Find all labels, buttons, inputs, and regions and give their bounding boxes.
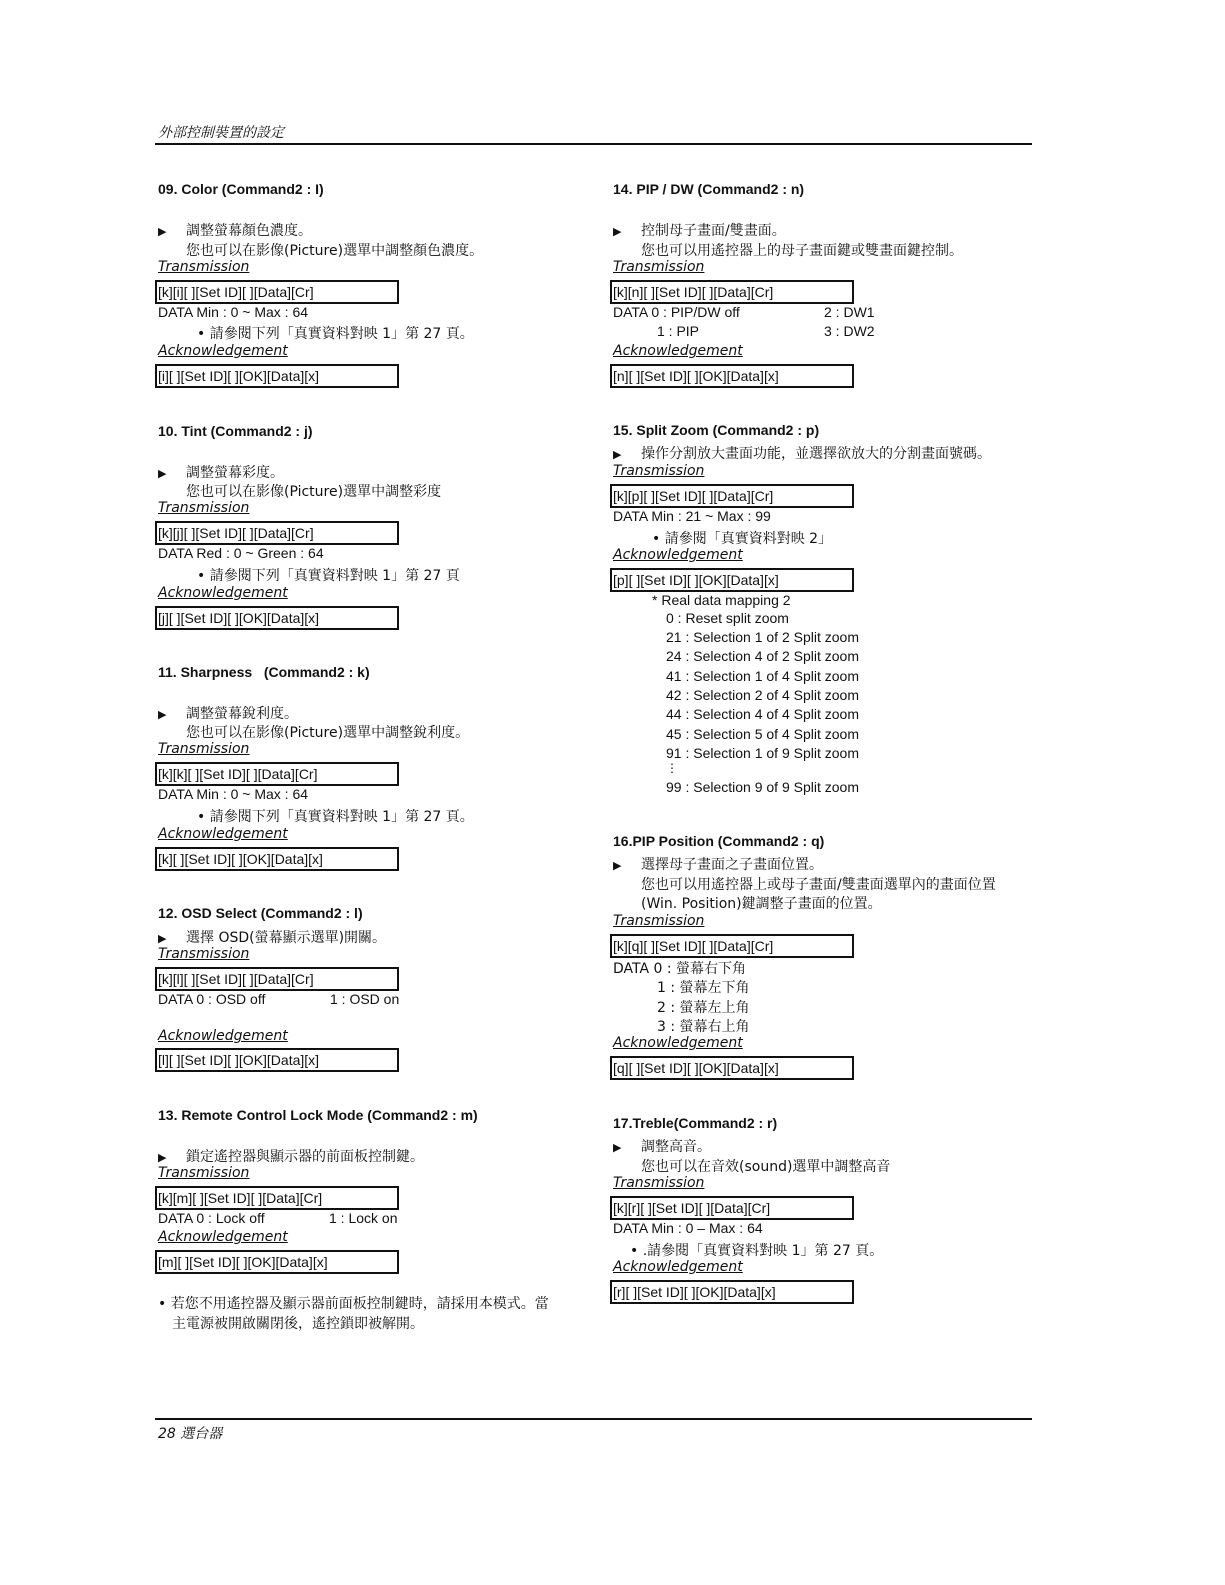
section-pip-position-desc3: (Win. Position)鍵調整子畫面的位置。 (641, 896, 882, 912)
transmission-label: Transmission (158, 741, 250, 757)
transmission-box: [k][j][ ][Set ID][ ][Data][Cr] (155, 521, 399, 545)
section-tint-desc2: 您也可以在影像(Picture)選單中調整彩度 (186, 484, 442, 500)
mapping-note: • 請參閱「真實資料對映 2」 (652, 531, 833, 547)
acknowledgement-box: [r][ ][Set ID][ ][OK][Data][x] (610, 1280, 854, 1304)
data-range: DATA Min : 21 ~ Max : 99 (613, 508, 771, 524)
mapping-item: 0 : Reset split zoom (666, 610, 789, 626)
section-pip-desc2: 您也可以用遙控器上的母子畫面鍵或雙畫面鍵控制。 (641, 243, 963, 259)
arrow-icon: ▶ (158, 467, 167, 480)
section-tint: 10. Tint (Command2 : j) (158, 423, 313, 439)
section-pip-dw: 14. PIP / DW (Command2 : n) (613, 181, 805, 197)
data-value-off: DATA 0 : PIP/DW off (613, 304, 740, 320)
mapping-item: 91 : Selection 1 of 9 Split zoom (666, 745, 859, 761)
arrow-icon: ▶ (613, 448, 622, 461)
mapping-item: 45 : Selection 5 of 4 Split zoom (666, 726, 859, 742)
section-split-zoom-desc1: ▶ 操作分割放大畫面功能，並選擇欲放大的分割畫面號碼。 (613, 446, 991, 462)
section-sharpness-desc2: 您也可以在影像(Picture)選單中調整銳利度。 (186, 725, 470, 741)
data-value-3: 3 : 螢幕右上角 (657, 1019, 750, 1035)
mapping-item: 21 : Selection 1 of 2 Split zoom (666, 629, 859, 645)
arrow-icon: ▶ (613, 1141, 622, 1154)
transmission-box: [k][p][ ][Set ID][ ][Data][Cr] (610, 484, 854, 508)
mapping-item: 42 : Selection 2 of 4 Split zoom (666, 687, 859, 703)
data-range: DATA Red : 0 ~ Green : 64 (158, 545, 324, 561)
mapping-item: 41 : Selection 1 of 4 Split zoom (666, 668, 859, 684)
acknowledgement-box: [q][ ][Set ID][ ][OK][Data][x] (610, 1056, 854, 1080)
transmission-box: [k][l][ ][Set ID][ ][Data][Cr] (155, 967, 399, 991)
transmission-label: Transmission (613, 259, 705, 275)
data-range: DATA Min : 0 ~ Max : 64 (158, 786, 309, 802)
acknowledgement-label: Acknowledgement (158, 585, 288, 601)
transmission-box: [k][m][ ][Set ID][ ][Data][Cr] (155, 1186, 399, 1210)
section-treble: 17.Treble(Command2 : r) (613, 1115, 778, 1131)
transmission-label: Transmission (158, 1165, 250, 1181)
transmission-box: [k][i][ ][Set ID][ ][Data][Cr] (155, 280, 399, 304)
mapping-ellipsis: ⋮ (666, 761, 678, 775)
mapping-note: • 請參閱下列「真實資料對映 1」第 27 頁。 (197, 809, 474, 825)
data-value-2: 2 : 螢幕左上角 (657, 1000, 750, 1016)
section-sharpness-desc1: ▶ 調整螢幕銳利度。 (158, 706, 298, 722)
mapping-note: • .請參閱「真實資料對映 1」第 27 頁。 (630, 1243, 884, 1259)
section-color-desc2: 您也可以在影像(Picture)選單中調整顏色濃度。 (186, 243, 484, 259)
arrow-icon: ▶ (158, 225, 167, 238)
section-sharpness: 11. Sharpness (Command2 : k) (158, 664, 370, 680)
transmission-label: Transmission (158, 500, 250, 516)
acknowledgement-label: Acknowledgement (158, 1028, 288, 1044)
acknowledgement-box: [j][ ][Set ID][ ][OK][Data][x] (155, 606, 399, 630)
transmission-label: Transmission (613, 913, 705, 929)
mapping-note: • 請參閱下列「真實資料對映 1」第 27 頁 (197, 568, 460, 584)
acknowledgement-label: Acknowledgement (158, 343, 288, 359)
data-value-1: 1 : 螢幕左下角 (657, 980, 750, 996)
acknowledgement-box: [n][ ][Set ID][ ][OK][Data][x] (610, 364, 854, 388)
section-pip-position-desc1: ▶ 選擇母子畫面之子畫面位置。 (613, 857, 823, 873)
data-value-off: DATA 0 : OSD off (158, 991, 266, 1007)
footer-rule (155, 1418, 1032, 1420)
arrow-icon: ▶ (158, 1151, 167, 1164)
acknowledgement-label: Acknowledgement (613, 1259, 743, 1275)
transmission-box: [k][r][ ][Set ID][ ][Data][Cr] (610, 1196, 854, 1220)
transmission-label: Transmission (158, 946, 250, 962)
remote-lock-note-1: • 若您不用遙控器及顯示器前面板控制鍵時，請採用本模式。當 (158, 1296, 549, 1312)
data-value-0: DATA 0 : 螢幕右下角 (613, 961, 747, 977)
arrow-icon: ▶ (158, 708, 167, 721)
transmission-box: [k][k][ ][Set ID][ ][Data][Cr] (155, 762, 399, 786)
section-split-zoom: 15. Split Zoom (Command2 : p) (613, 422, 820, 438)
data-range: DATA Min : 0 – Max : 64 (613, 1220, 763, 1236)
remote-lock-note-2: 主電源被開啟關閉後，遙控鎖即被解開。 (172, 1316, 424, 1332)
acknowledgement-box: [p][ ][Set ID][ ][OK][Data][x] (610, 568, 854, 592)
transmission-label: Transmission (613, 1175, 705, 1191)
section-treble-desc2: 您也可以在音效(sound)選單中調整高音 (641, 1159, 891, 1175)
section-color: 09. Color (Command2 : I) (158, 181, 324, 197)
data-value-pip: 1 : PIP (657, 323, 700, 339)
acknowledgement-box: [m][ ][Set ID][ ][OK][Data][x] (155, 1250, 399, 1274)
mapping-item: 24 : Selection 4 of 2 Split zoom (666, 648, 859, 664)
mapping-item: 44 : Selection 4 of 4 Split zoom (666, 706, 859, 722)
acknowledgement-label: Acknowledgement (613, 343, 743, 359)
section-color-desc1: ▶ 調整螢幕顏色濃度。 (158, 223, 312, 239)
section-remote-lock: 13. Remote Control Lock Mode (Command2 : m) (158, 1107, 478, 1123)
acknowledgement-box: [k][ ][Set ID][ ][OK][Data][x] (155, 847, 399, 871)
mapping-title: * Real data mapping 2 (652, 592, 791, 608)
acknowledgement-label: Acknowledgement (158, 1229, 288, 1245)
section-osd-select: 12. OSD Select (Command2 : l) (158, 905, 363, 921)
data-range: DATA Min : 0 ~ Max : 64 (158, 304, 309, 320)
data-value-on: 1 : Lock on (329, 1210, 398, 1226)
acknowledgement-label: Acknowledgement (158, 826, 288, 842)
transmission-box: [k][q][ ][Set ID][ ][Data][Cr] (610, 934, 854, 958)
mapping-item: 99 : Selection 9 of 9 Split zoom (666, 779, 859, 795)
arrow-icon: ▶ (613, 859, 622, 872)
data-value-on: 1 : OSD on (330, 991, 400, 1007)
acknowledgement-box: [i][ ][Set ID][ ][OK][Data][x] (155, 364, 399, 388)
page-header-title: 外部控制裝置的設定 (158, 125, 284, 141)
section-pip-desc1: ▶ 控制母子畫面/雙畫面。 (613, 223, 786, 239)
section-treble-desc1: ▶ 調整高音。 (613, 1139, 711, 1155)
data-value-dw2: 3 : DW2 (824, 323, 875, 339)
page-footer: 28 選台器 (158, 1426, 223, 1442)
data-value-off: DATA 0 : Lock off (158, 1210, 265, 1226)
transmission-label: Transmission (158, 259, 250, 275)
section-pip-position: 16.PIP Position (Command2 : q) (613, 833, 825, 849)
acknowledgement-box: [l][ ][Set ID][ ][OK][Data][x] (155, 1048, 399, 1072)
section-tint-desc1: ▶ 調整螢幕彩度。 (158, 465, 284, 481)
mapping-note: • 請參閱下列「真實資料對映 1」第 27 頁。 (197, 326, 474, 342)
transmission-box: [k][n][ ][Set ID][ ][Data][Cr] (610, 280, 854, 304)
section-pip-position-desc2: 您也可以用遙控器上或母子畫面/雙畫面選單內的畫面位置 (641, 877, 996, 893)
section-remote-lock-desc1: ▶ 鎖定遙控器與顯示器的前面板控制鍵。 (158, 1149, 424, 1165)
transmission-label: Transmission (613, 463, 705, 479)
arrow-icon: ▶ (613, 225, 622, 238)
header-rule (155, 143, 1032, 145)
section-osd-desc1: ▶ 選擇 OSD(螢幕顯示選單)開關。 (158, 930, 387, 946)
arrow-icon: ▶ (158, 932, 167, 945)
acknowledgement-label: Acknowledgement (613, 547, 743, 563)
acknowledgement-label: Acknowledgement (613, 1035, 743, 1051)
data-value-dw1: 2 : DW1 (824, 304, 875, 320)
